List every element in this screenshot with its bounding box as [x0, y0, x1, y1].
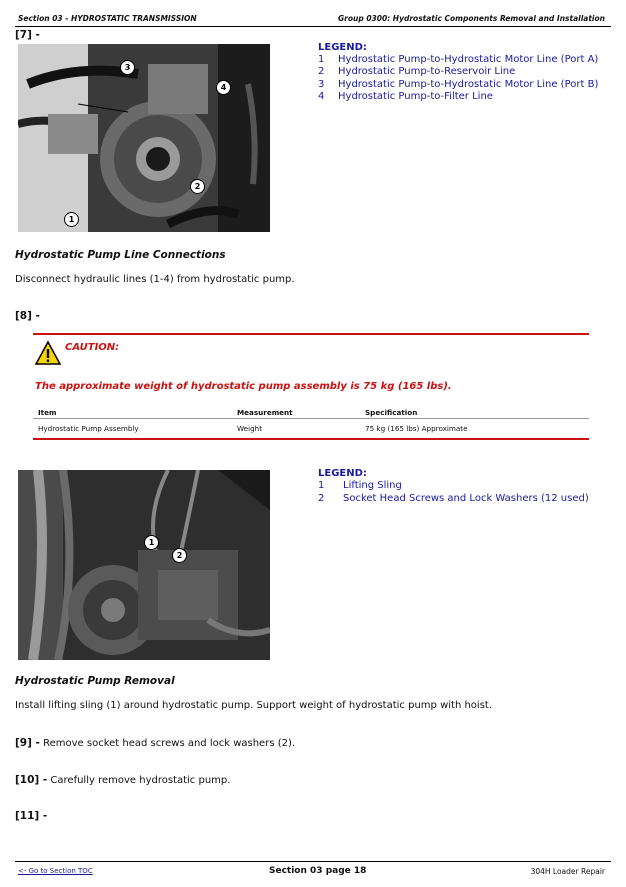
section-toc-link[interactable]: <- Go to Section TOC — [18, 867, 93, 875]
step-9 — [15, 737, 295, 749]
callout-3: 3 — [120, 60, 135, 75]
caution-title: CAUTION: — [65, 342, 120, 353]
step-10 — [15, 774, 230, 786]
table-cell: Weight — [237, 424, 263, 433]
legend-item: 1 Lifting Sling — [318, 480, 402, 491]
legend-item: 2 Hydrostatic Pump-to-Reservoir Line — [318, 66, 516, 77]
callout-4: 4 — [216, 80, 231, 95]
legend-title: LEGEND: — [318, 42, 367, 53]
step-8-subheading: Hydrostatic Pump Removal — [15, 675, 175, 687]
caution-top-rule — [33, 333, 589, 335]
manual-title: 304H Loader Repair — [530, 867, 605, 876]
step-7-subheading: Hydrostatic Pump Line Connections — [15, 249, 226, 261]
pump-removal-photo-art — [18, 470, 270, 660]
legend-item: 2 Socket Head Screws and Lock Washers (12 used) — [318, 493, 589, 504]
warning-icon — [35, 340, 61, 366]
header-rule — [15, 26, 611, 27]
step-11-label: [11] - — [15, 810, 48, 822]
legend-item: 3 Hydrostatic Pump-to-Hydrostatic Motor Line (Port B) — [318, 79, 599, 90]
step-9-label: [9] - — [15, 737, 40, 749]
pump-removal-photo — [18, 470, 270, 660]
table-header-item: Item — [38, 408, 57, 417]
step-10-text: Carefully remove hydrostatic pump. — [50, 775, 231, 786]
callout-1: 1 — [64, 212, 79, 227]
table-cell: 75 kg (165 lbs) Approximate — [365, 424, 468, 433]
callout-2: 2 — [190, 179, 205, 194]
caution-text: The approximate weight of hydrostatic pump assembly is 75 kg (165 lbs). — [35, 381, 452, 392]
page-number: Section 03 page 18 — [269, 866, 367, 876]
step-8-text: Install lifting sling (1) around hydrostatic pump. Support weight of hydrostatic pump with hoist. — [15, 700, 493, 711]
table-cell: Hydrostatic Pump Assembly — [38, 424, 139, 433]
legend-title: LEGEND: — [318, 468, 367, 479]
step-7-text: Disconnect hydraulic lines (1-4) from hydrostatic pump. — [15, 274, 295, 285]
step-10-label: [10] - — [15, 774, 48, 786]
pump-line-photo — [18, 44, 270, 232]
legend-item: 4 Hydrostatic Pump-to-Filter Line — [318, 91, 493, 102]
group-header-label: Group 0300: Hydrostatic Components Removal and Installation — [338, 14, 605, 23]
table-divider — [33, 418, 589, 419]
caution-bottom-rule — [33, 438, 589, 440]
table-header-measurement: Measurement — [237, 408, 293, 417]
step-8-label: [8] - — [15, 310, 40, 322]
pump-line-photo-art — [18, 44, 270, 232]
callout-1: 1 — [144, 535, 159, 550]
legend-item: 1 Hydrostatic Pump-to-Hydrostatic Motor Line (Port A) — [318, 54, 599, 65]
step-7-label: [7] - — [15, 29, 40, 41]
section-header-label: Section 03 - HYDROSTATIC TRANSMISSION — [18, 14, 197, 23]
footer-rule — [15, 861, 611, 862]
table-header-specification: Specification — [365, 408, 418, 417]
step-9-text: Remove socket head screws and lock washers (2). — [43, 738, 296, 749]
callout-2: 2 — [172, 548, 187, 563]
